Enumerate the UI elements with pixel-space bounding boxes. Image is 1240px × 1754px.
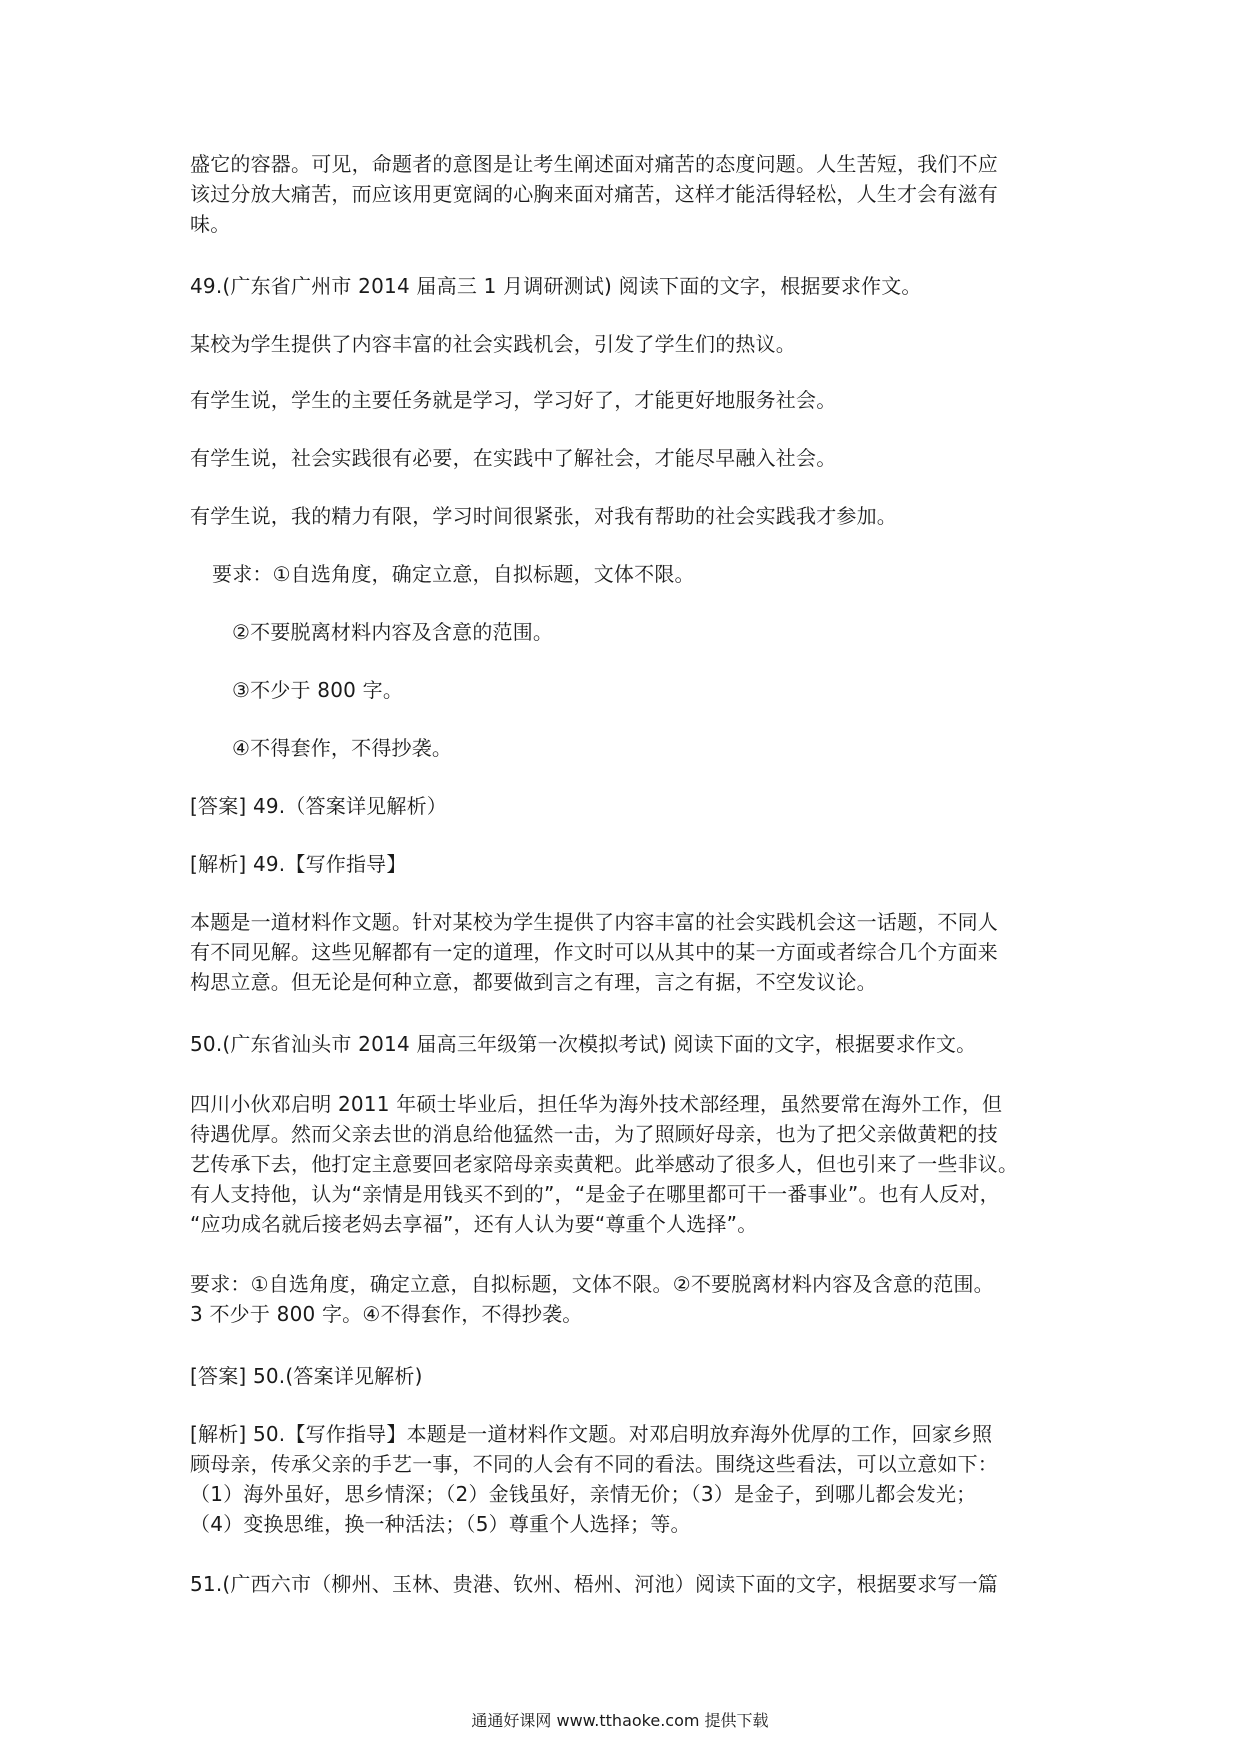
- analysis-49: [解析] 49.【写作指导】: [190, 852, 407, 876]
- text-line: 有学生说，社会实践很有必要，在实践中了解社会，才能尽早融入社会。: [190, 446, 837, 470]
- text-line: 某校为学生提供了内容丰富的社会实践机会，引发了学生们的热议。: [190, 332, 796, 356]
- text-line: 构思立意。但无论是何种立意，都要做到言之有理，言之有据，不空发议论。: [190, 970, 877, 994]
- question-49-heading: 49.(广东省广州市 2014 届高三 1 月调研测试) 阅读下面的文字，根据要求作文。: [190, 274, 922, 298]
- text-line: 艺传承下去，他打定主意要回老家陪母亲卖黄粑。此举感动了很多人，但也引来了一些非议。: [190, 1152, 1019, 1176]
- text-line: 待遇优厚。然而父亲去世的消息给他猛然一击，为了照顾好母亲，也为了把父亲做黄粑的技: [190, 1122, 998, 1146]
- requirement-line: 3 不少于 800 字。④不得套作，不得抄袭。: [190, 1302, 583, 1326]
- requirement-line: ②不要脱离材料内容及含意的范围。: [232, 620, 554, 644]
- text-line: “应功成名就后接老妈去享福”，还有人认为要“尊重个人选择”。: [190, 1212, 758, 1236]
- text-line: 该过分放大痛苦，而应该用更宽阔的心胸来面对痛苦，这样才能活得轻松，人生才会有滋有: [190, 182, 998, 206]
- text-line: 本题是一道材料作文题。针对某校为学生提供了内容丰富的社会实践机会这一话题，不同人: [190, 910, 998, 934]
- text-line: （1）海外虽好，思乡情深；（2）金钱虽好，亲情无价；（3）是金子，到哪儿都会发光；: [190, 1482, 977, 1506]
- requirement-line: ③不少于 800 字。: [232, 678, 404, 702]
- text-line: 有学生说，我的精力有限，学习时间很紧张，对我有帮助的社会实践我才参加。: [190, 504, 897, 528]
- answer-49: [答案] 49.（答案详见解析）: [190, 794, 447, 818]
- text-line: 味。: [190, 212, 231, 236]
- question-50-heading: 50.(广东省汕头市 2014 届高三年级第一次模拟考试) 阅读下面的文字，根据要求作文。: [190, 1032, 977, 1056]
- text-line: 盛它的容器。可见，命题者的意图是让考生阐述面对痛苦的态度问题。人生苦短，我们不应: [190, 152, 998, 176]
- text-line: 顾母亲，传承父亲的手艺一事，不同的人会有不同的看法。围绕这些看法，可以立意如下：: [190, 1452, 998, 1476]
- text-line: （4）变换思维，换一种活法；（5）尊重个人选择；等。: [190, 1512, 691, 1536]
- analysis-50: [解析] 50.【写作指导】本题是一道材料作文题。对邓启明放弃海外优厚的工作，回家乡照: [190, 1422, 993, 1446]
- question-51-heading: 51.(广西六市（柳州、玉林、贵港、钦州、梧州、河池）阅读下面的文字，根据要求写一篇: [190, 1572, 999, 1596]
- answer-50: [答案] 50.(答案详见解析): [190, 1364, 423, 1388]
- text-line: 四川小伙邓启明 2011 年硕士毕业后，担任华为海外技术部经理，虽然要常在海外工作，但: [190, 1092, 1003, 1116]
- requirement-line: 要求：①自选角度，确定立意，自拟标题，文体不限。②不要脱离材料内容及含意的范围。: [190, 1272, 994, 1296]
- text-line: 有学生说，学生的主要任务就是学习，学习好了，才能更好地服务社会。: [190, 388, 837, 412]
- text-line: 有不同见解。这些见解都有一定的道理，作文时可以从其中的某一方面或者综合几个方面来: [190, 940, 998, 964]
- requirement-line: ④不得套作，不得抄袭。: [232, 736, 453, 760]
- text-line: 有人支持他，认为“亲情是用钱买不到的”，“是金子在哪里都可干一番事业”。也有人反对，: [190, 1182, 1000, 1206]
- page-footer: 通通好课网 www.tthaoke.com 提供下载: [471, 1711, 769, 1730]
- requirement-line: 要求：①自选角度，确定立意，自拟标题，文体不限。: [212, 562, 695, 586]
